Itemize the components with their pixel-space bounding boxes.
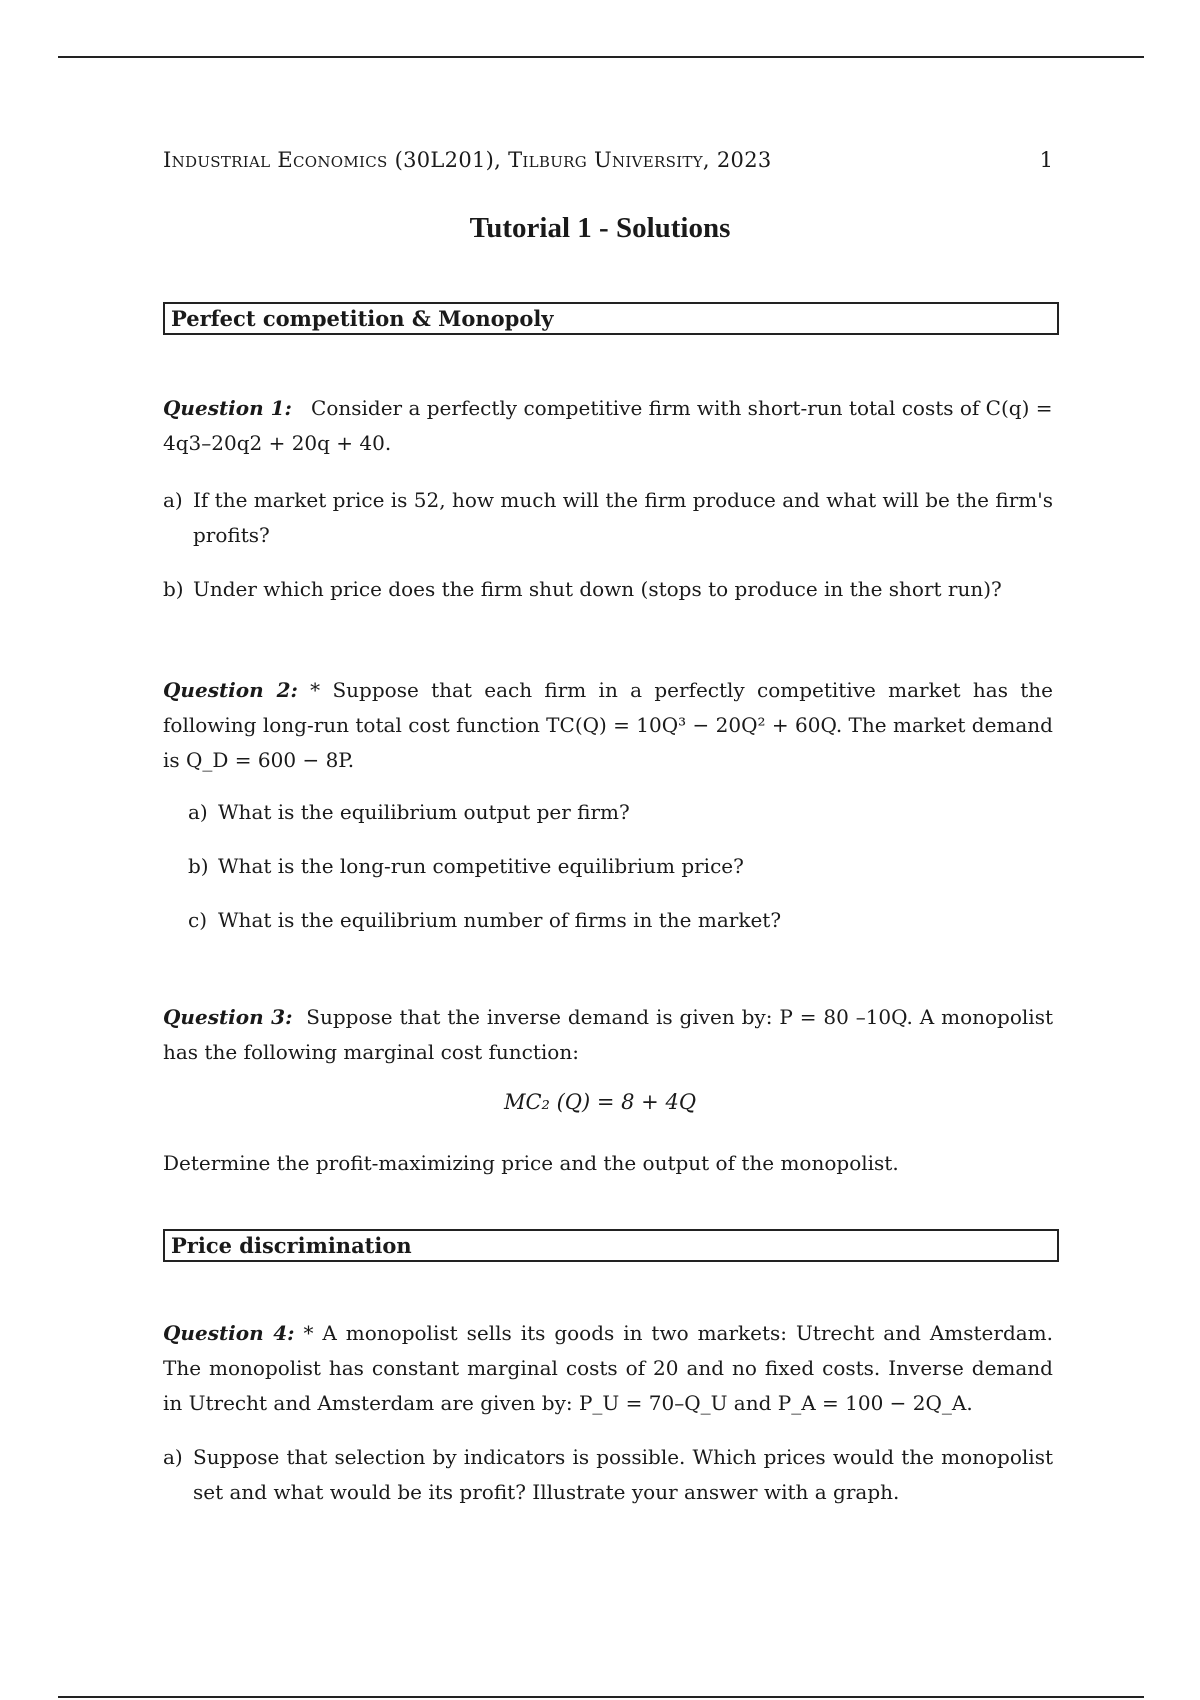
part-label: a) (163, 1445, 183, 1469)
question-3-instruction: Determine the profit-maximizing price and the output of the monopolist. (163, 1151, 899, 1175)
marginal-cost-equation: MC₂ (Q) = 8 + 4Q (503, 1090, 697, 1114)
question-3-text: Suppose that the inverse demand is given by: P = 80 –10Q. A monopolist has the following marginal cost function: (163, 1005, 1053, 1064)
question-1-part-a (163, 483, 1053, 553)
question-2-text: * Suppose that each firm in a perfectly competitive market has the following long-run total cost function TC(Q) = 10Q³ − 20Q² + 60Q. The market demand is Q_D = 600 − 8P. (163, 678, 1054, 772)
question-4-part-a (163, 1440, 1053, 1510)
question-2-part-a (188, 795, 1053, 830)
page-title: Tutorial 1 - Solutions (469, 212, 731, 244)
question-1-text-line1: Consider a perfectly competitive firm with short-run total costs of C(q) = (311, 396, 1053, 420)
running-header (163, 148, 1053, 172)
question-2 (163, 673, 1053, 778)
part-label: b) (163, 577, 184, 601)
part-text: Suppose that selection by indicators is possible. Which prices would the monopolist set and what would be its profit? Illustrate your answer with a graph. (193, 1445, 1053, 1504)
question-1-text-line2: 4q3–20q2 + 20q + 40. (163, 431, 392, 455)
section-heading-price-discrimination: Price discrimination (163, 1229, 1059, 1262)
part-label: a) (188, 800, 208, 824)
page-number: 1 (1039, 148, 1053, 172)
part-label: b) (188, 854, 209, 878)
question-1-label: Question 1: (163, 396, 292, 420)
part-text: Under which price does the firm shut down (stops to produce in the short run)? (193, 577, 1002, 601)
part-text: What is the equilibrium number of firms in the market? (218, 908, 782, 932)
course-header: Industrial Economics (30L201), Tilburg University, 2023 (163, 148, 772, 172)
question-4-label: Question 4: (163, 1321, 295, 1345)
part-text: If the market price is 52, how much will the firm produce and what will be the firm's profits? (193, 488, 1053, 547)
question-1-part-b (163, 572, 1053, 607)
question-1 (163, 391, 1053, 461)
question-3 (163, 1000, 1053, 1070)
bottom-rule (58, 1696, 1144, 1698)
part-text: What is the long-run competitive equilibrium price? (218, 854, 744, 878)
top-rule (58, 56, 1144, 58)
question-3-label: Question 3: (163, 1005, 293, 1029)
part-label: a) (163, 488, 183, 512)
question-2-part-c (188, 903, 1053, 938)
part-label: c) (188, 908, 208, 932)
question-2-part-b (188, 849, 1053, 884)
part-text: What is the equilibrium output per firm? (218, 800, 630, 824)
section-heading-perfect-competition: Perfect competition & Monopoly (163, 302, 1059, 335)
question-2-label: Question 2: (163, 678, 298, 702)
question-4 (163, 1316, 1053, 1421)
question-4-text: * A monopolist sells its goods in two markets: Utrecht and Amsterdam. The monopolist has constant marginal costs of 20 and no fixed costs. Inverse demand in Utrecht and Amsterdam are given by: P_U = 70–Q_U and P_A = 100 − 2Q_A. (163, 1321, 1054, 1415)
